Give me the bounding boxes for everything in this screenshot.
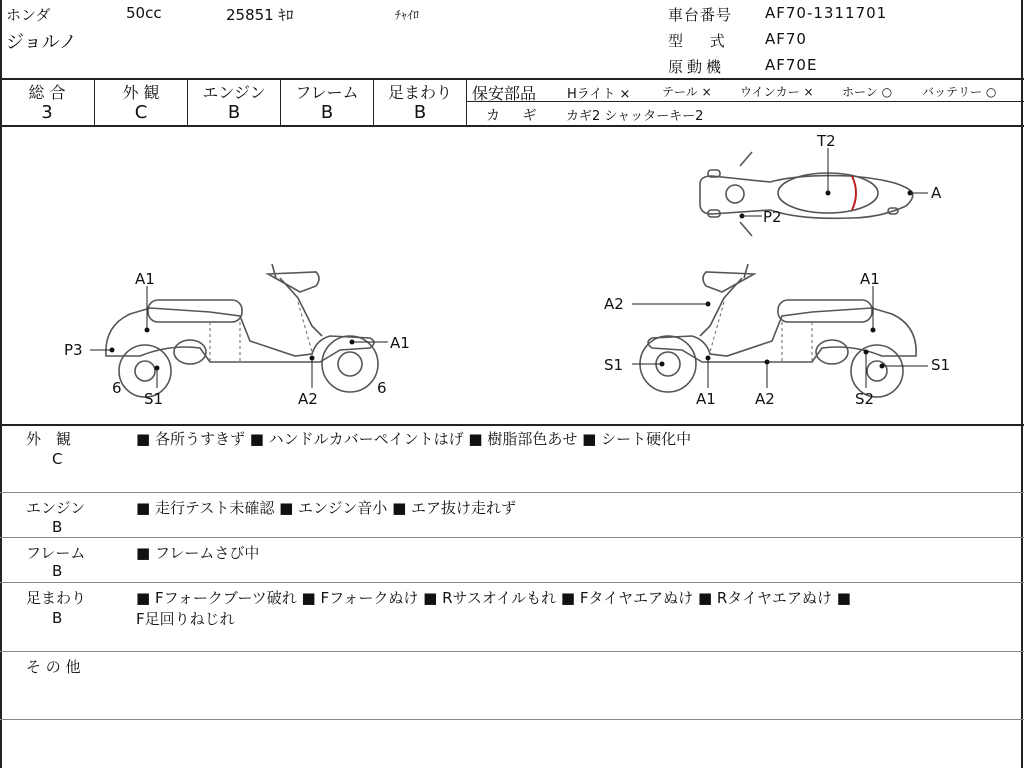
- frame-no: AF70-1311701: [765, 4, 888, 22]
- mark-left-a1-top: A1: [135, 270, 155, 288]
- engine-model: AF70E: [765, 56, 818, 74]
- mark-right-s1-left: S1: [604, 356, 624, 374]
- section-suspension-title: 足まわり: [26, 589, 87, 607]
- section-exterior-grade: C: [52, 450, 63, 468]
- sep-suspension: [0, 651, 1024, 652]
- section-frame-text: ■ フレームさび中: [136, 544, 260, 562]
- mark-left-a2: A2: [298, 390, 318, 408]
- top-view-scooter: [700, 132, 942, 236]
- safety-label: 保安部品: [472, 84, 537, 103]
- sections-top: [0, 424, 1024, 426]
- engine-label: 原動機: [668, 58, 726, 76]
- mileage: 25851 ｷﾛ: [226, 6, 294, 24]
- section-exterior-title: 外 観: [26, 430, 72, 448]
- sep-engine: [0, 537, 1024, 538]
- section-other-title: そ の 他: [26, 658, 81, 676]
- safety-winker: ウインカー ×: [740, 85, 814, 99]
- mark-left-s1: S1: [144, 390, 164, 408]
- section-frame-grade: B: [52, 562, 63, 580]
- frame-grade: B: [320, 102, 334, 123]
- section-suspension-text-2: F足回りねじれ: [136, 610, 235, 628]
- exterior-label: 外 観: [122, 83, 160, 102]
- mark-right-a2: A2: [604, 295, 624, 313]
- right-view-scooter: [604, 264, 950, 408]
- keys-info: カギ2 シャッターキー2: [566, 109, 704, 124]
- frame-grade-label: フレーム: [295, 83, 359, 102]
- type-label: 型 式: [668, 32, 725, 50]
- sep-exterior: [0, 492, 1024, 493]
- mark-left-a1-right: A1: [390, 334, 410, 352]
- mark-right-s1-right: S1: [931, 356, 951, 374]
- frame-no-label: 車台番号: [668, 6, 733, 24]
- exterior-grade: C: [134, 102, 148, 123]
- mark-top-p2: P2: [763, 208, 782, 226]
- model-name: ジョルノ: [6, 32, 77, 53]
- key-label: カ ギ: [486, 108, 537, 124]
- mark-top-t2: T2: [817, 132, 836, 150]
- maker: ホンダ: [6, 6, 51, 24]
- scooter-damage-diagram: [0, 126, 1024, 424]
- safety-mid-line: [466, 101, 1024, 102]
- mark-left-6b: 6: [377, 379, 387, 397]
- overall-grade: 3: [41, 102, 53, 123]
- mark-right-a1-top: A1: [860, 270, 880, 288]
- color: ﾁｬｲﾛ: [395, 8, 420, 22]
- section-engine-grade: B: [52, 518, 63, 536]
- engine-grade: B: [227, 102, 241, 123]
- section-suspension-grade: B: [52, 609, 63, 627]
- suspension-grade-label: 足まわり: [387, 83, 452, 102]
- safety-battery: バッテリー ○: [922, 85, 997, 99]
- safety-taillight: テール ×: [662, 85, 712, 99]
- col-sep-5: [466, 78, 467, 126]
- mark-right-a2-bottom: A2: [755, 390, 775, 408]
- section-frame-title: フレーム: [26, 544, 86, 562]
- sep-frame: [0, 582, 1024, 583]
- sep-other: [0, 719, 1024, 720]
- section-exterior-text: ■ 各所うすきず ■ ハンドルカバーペイントはげ ■ 樹脂部色あせ ■ シート硬化中: [136, 430, 692, 448]
- mark-right-a1-bottom: A1: [696, 390, 716, 408]
- displacement: 50cc: [126, 4, 162, 22]
- section-engine-text: ■ 走行テスト未確認 ■ エンジン音小 ■ エア抜け走れず: [136, 499, 517, 517]
- section-suspension-text: ■ Fフォークブーツ破れ ■ Fフォークぬけ ■ Rサスオイルもれ ■ Fタイヤエアぬけ ■ Rタイヤエアぬけ ■: [136, 589, 851, 607]
- section-engine-title: エンジン: [26, 499, 86, 517]
- safety-horn: ホーン ○: [842, 85, 893, 99]
- engine-grade-label: エンジン: [202, 83, 266, 102]
- mark-top-a: A: [931, 184, 942, 202]
- suspension-grade: B: [413, 102, 427, 123]
- left-view-scooter: [64, 264, 410, 408]
- mark-right-s2: S2: [855, 390, 875, 408]
- mark-left-6a: 6: [112, 379, 122, 397]
- mark-left-p3: P3: [64, 341, 83, 359]
- overall-label: 総 合: [28, 83, 66, 102]
- safety-headlight: Hライト ×: [567, 87, 631, 102]
- type: AF70: [765, 30, 807, 48]
